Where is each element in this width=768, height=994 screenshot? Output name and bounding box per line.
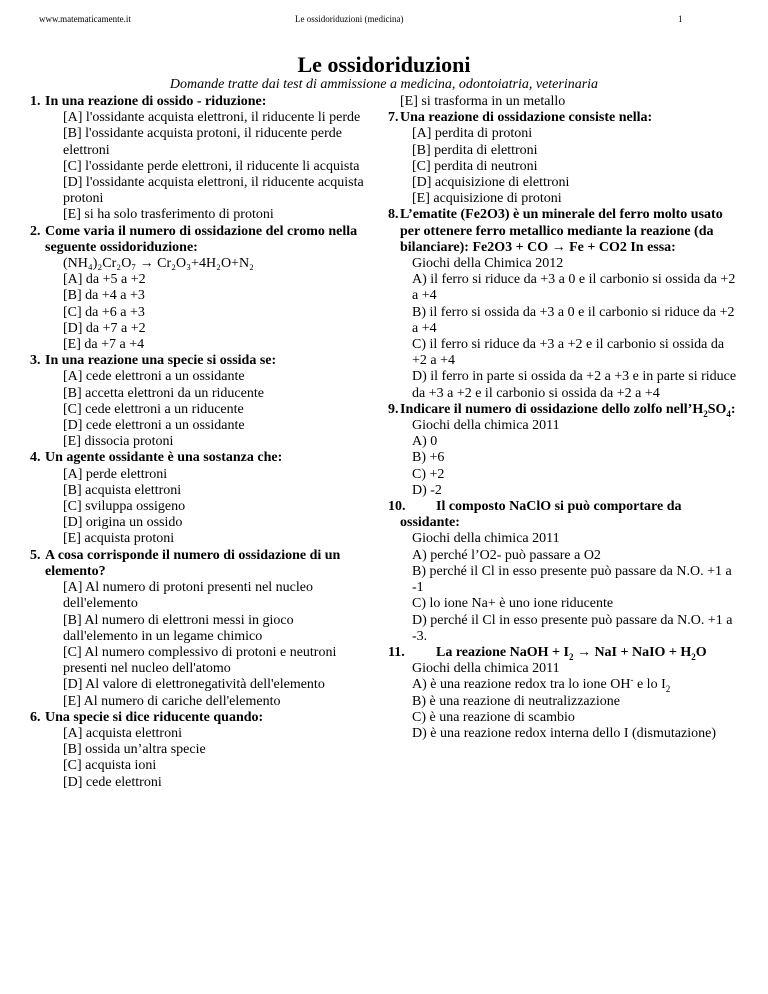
option: [D] l'ossidante acquista elettroni, il riducente acquista protoni <box>63 175 364 207</box>
question-text: In una reazione di ossido - riduzione: <box>45 94 267 109</box>
option: [A] l'ossidante acquista elettroni, il riducente li perde <box>63 110 361 126</box>
header-doc-title: Le ossidoriduzioni (medicina) <box>295 14 404 24</box>
question-number: 9. <box>388 401 399 417</box>
question-8 <box>388 207 738 401</box>
reaction-formula: (NH₄)₂Cr₂O₇ → Cr₂O₃+4H₂O+N₂ <box>63 256 254 272</box>
option: A) il ferro si riduce da +3 a 0 e il carbonio si ossida da +2 a +4 <box>412 272 736 304</box>
option: [A] Al numero di protoni presenti nel nucleo dell'elemento <box>63 580 313 612</box>
question-number: 8. <box>388 207 399 223</box>
question-text: Il composto NaClO si può comportare da ossidante: <box>400 499 682 531</box>
option: [C] acquista ioni <box>63 758 157 774</box>
option: A) è una reazione redox tra lo ione OH- e lo $I_2$ <box>412 674 671 695</box>
option: [B] accetta elettroni da un riducente <box>63 385 264 401</box>
option: B) è una reazione di neutralizzazione <box>412 693 620 709</box>
option: [C] Al numero complessivo di protoni e neutroni presenti nel nucleo dell'atomo <box>63 644 337 677</box>
question-text: L’ematite (Fe2O3) è un minerale del ferro molto usato per ottenere ferro metallico mediante la reazione (da bilanciare): Fe2O3 + CO → Fe + CO2 In essa: <box>400 207 723 255</box>
option: [D] da +7 a +2 <box>63 320 146 336</box>
option: [A] perde elettroni <box>63 466 168 482</box>
option: [B] da +4 a +3 <box>63 288 145 304</box>
question-text: Una reazione di ossidazione consiste nella: <box>400 110 653 126</box>
option: [E] dissocia protoni <box>63 434 174 450</box>
question-number: 6. <box>30 709 41 725</box>
question-source: Giochi della chimica 2011 <box>412 661 560 677</box>
question-text: La reazione NaOH + $I_2$ → NaI + NaIO + $H_2O$ <box>436 644 707 662</box>
question-number: 10. <box>388 499 406 515</box>
page-title: Le ossidoriduzioni <box>297 52 471 77</box>
option: [A] perdita di protoni <box>412 126 533 142</box>
option: [E] acquista protoni <box>63 531 175 547</box>
option: D) -2 <box>412 482 442 498</box>
option: [C] perdita di neutroni <box>412 158 538 174</box>
question-number: 3. <box>30 353 41 369</box>
option: [D] origina un ossido <box>63 515 183 531</box>
option: C) è una reazione di scambio <box>412 709 575 725</box>
question-1 <box>30 94 370 224</box>
question-3 <box>30 353 370 450</box>
option: [C] sviluppa ossigeno <box>63 499 186 515</box>
option: C) il ferro si riduce da +3 a +2 e il carbonio si ossida da +2 a +4 <box>412 337 725 369</box>
option: [D] acquisizione di elettroni <box>412 175 570 191</box>
option: [C] da +6 a +3 <box>63 304 145 320</box>
option: D) è una reazione redox interna dello I (dismutazione) <box>412 725 716 741</box>
option: B) il ferro si ossida da +3 a 0 e il carbonio si riduce da +2 a +4 <box>412 304 735 336</box>
option: A) perché l’O2- può passare a O2 <box>412 547 601 563</box>
question-number: 2. <box>30 223 41 239</box>
question-text: In una reazione una specie si ossida se: <box>45 353 277 369</box>
question-4 <box>30 450 370 547</box>
question-5 <box>30 548 370 710</box>
question-text: Una specie si dice riducente quando: <box>45 709 264 725</box>
question-6 <box>30 710 370 791</box>
question-2 <box>30 224 370 354</box>
option: [E] da +7 a +4 <box>63 337 145 353</box>
option: [C] l'ossidante perde elettroni, il riducente li acquista <box>63 158 360 174</box>
option: [C] cede elettroni a un riducente <box>63 401 244 417</box>
question-text: Indicare il numero di ossidazione dello zolfo $nell’H_2SO_4$: <box>400 401 736 419</box>
option: [B] perdita di elettroni <box>412 142 538 158</box>
question-number: 11. <box>388 644 405 660</box>
question-number: 5. <box>30 547 41 563</box>
question-source: Giochi della chimica 2011 <box>412 418 560 434</box>
option: [E] si ha solo trasferimento di protoni <box>63 207 274 223</box>
option: [E] acquisizione di protoni <box>412 191 562 207</box>
question-number: 4. <box>30 450 41 466</box>
question-10 <box>388 499 738 645</box>
right-column <box>388 94 738 742</box>
option: C) +2 <box>412 466 445 482</box>
question-text: Come varia il numero di ossidazione del cromo nella seguente ossidoriduzione: <box>45 223 358 255</box>
option: [B] Al numero di elettroni messi in gioco dall'elemento in un legame chimico <box>63 612 294 644</box>
question-text: Un agente ossidante è una sostanza che: <box>45 450 283 466</box>
question-source: Giochi della Chimica 2012 <box>412 256 564 272</box>
option: [B] acquista elettroni <box>63 482 182 498</box>
question-number: 7. <box>388 110 399 126</box>
option: D) perché il Cl in esso presente può passare da N.O. +1 a -3. <box>412 612 733 644</box>
option: B) +6 <box>412 450 445 466</box>
option: C) lo ione Na+ è uno ione riducente <box>412 596 614 612</box>
option: A) 0 <box>412 434 438 450</box>
question-9 <box>388 402 738 499</box>
option: [A] da +5 a +2 <box>63 272 146 288</box>
option: [A] acquista elettroni <box>63 725 182 741</box>
option: [A] cede elettroni a un ossidante <box>63 369 245 385</box>
option: D) il ferro in parte si ossida da +2 a +3 e in parte si riduce da +3 a +2 e il carbonio si ossida da +2 a +4 <box>412 369 737 401</box>
page-subtitle: Domande tratte dai test di ammissione a medicina, odontoiatria, veterinaria <box>169 77 599 92</box>
question-source: Giochi della chimica 2011 <box>412 531 560 547</box>
left-column <box>30 94 370 791</box>
question-text: A cosa corrisponde il numero di ossidazione di un elemento? <box>45 547 341 579</box>
question-number: 1. <box>30 94 41 109</box>
option: [D] Al valore di elettronegatività dell'elemento <box>63 677 325 693</box>
question-11 <box>388 645 738 742</box>
option: B) perché il Cl in esso presente può passare da N.O. +1 a -1 <box>412 563 732 596</box>
header-site: www.matematicamente.it <box>39 14 131 24</box>
question-7 <box>388 110 738 207</box>
option: [D] cede elettroni a un ossidante <box>63 418 245 434</box>
option: [B] ossida un’altra specie <box>63 742 206 758</box>
option: [B] l'ossidante acquista protoni, il riducente perde elettroni <box>63 126 342 158</box>
option: [E] si trasforma in un metallo <box>400 94 566 109</box>
option: [D] cede elettroni <box>63 774 162 790</box>
option: [E] Al numero di cariche dell'elemento <box>63 693 281 709</box>
header-page-number: 1 <box>678 14 683 24</box>
